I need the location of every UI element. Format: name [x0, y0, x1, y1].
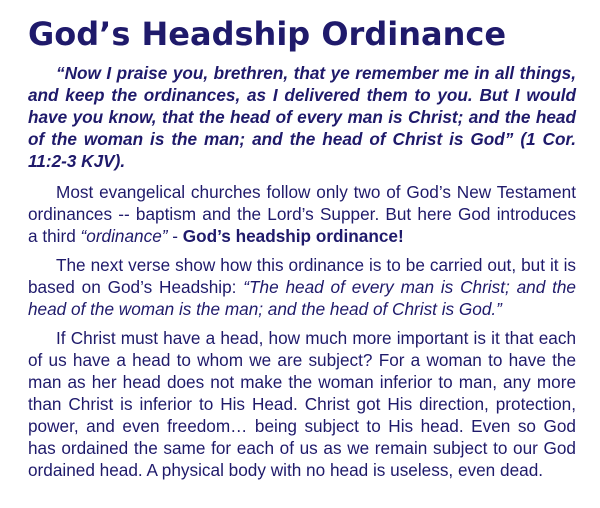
paragraph-headship [28, 254, 576, 320]
paragraph-ordinances [28, 181, 576, 247]
headship-quote: “The head of every man is Christ; and the head of the woman is the man; and the head of Christ is God.” [28, 277, 576, 319]
paragraph-headship-text: The next verse show how this ordinance is to be carried out, but it is based on God’s Headship: [28, 255, 576, 297]
paragraph-christ-head: If Christ must have a head, how much more important is it that each of us have a head to whom we are subject? For a woman to have the man as her head does not make the woman inferior to man, any more than Christ is inferior to His Head. Christ got His direction, protection, power, and even freedom… being subject to His head. Even so God has ordained the same for each of us as we remain subject to our God ordained head. A physical body with no head is useless, even dead. [28, 328, 576, 480]
page-title: God’s Headship Ordinance [28, 15, 507, 53]
ordinance-term: “ordinance” [80, 226, 168, 246]
dash-separator: - [167, 226, 183, 246]
headship-ordinance-emphasis: God’s headship ordinance! [182, 226, 404, 246]
scripture-quote: “Now I praise you, brethren, that ye remember me in all things, and keep the ordinances, as I delivered them to you. But I would have you know, that the head of every man is Christ; and the head of the woman is the man; and the head of Christ is God” (1 Cor. 11:2-3 KJV). [28, 63, 576, 171]
paragraph-ordinances-text: Most evangelical churches follow only two of God’s New Testament ordinances -- baptism and the Lord’s Supper. But here God introduces a third [28, 182, 576, 246]
